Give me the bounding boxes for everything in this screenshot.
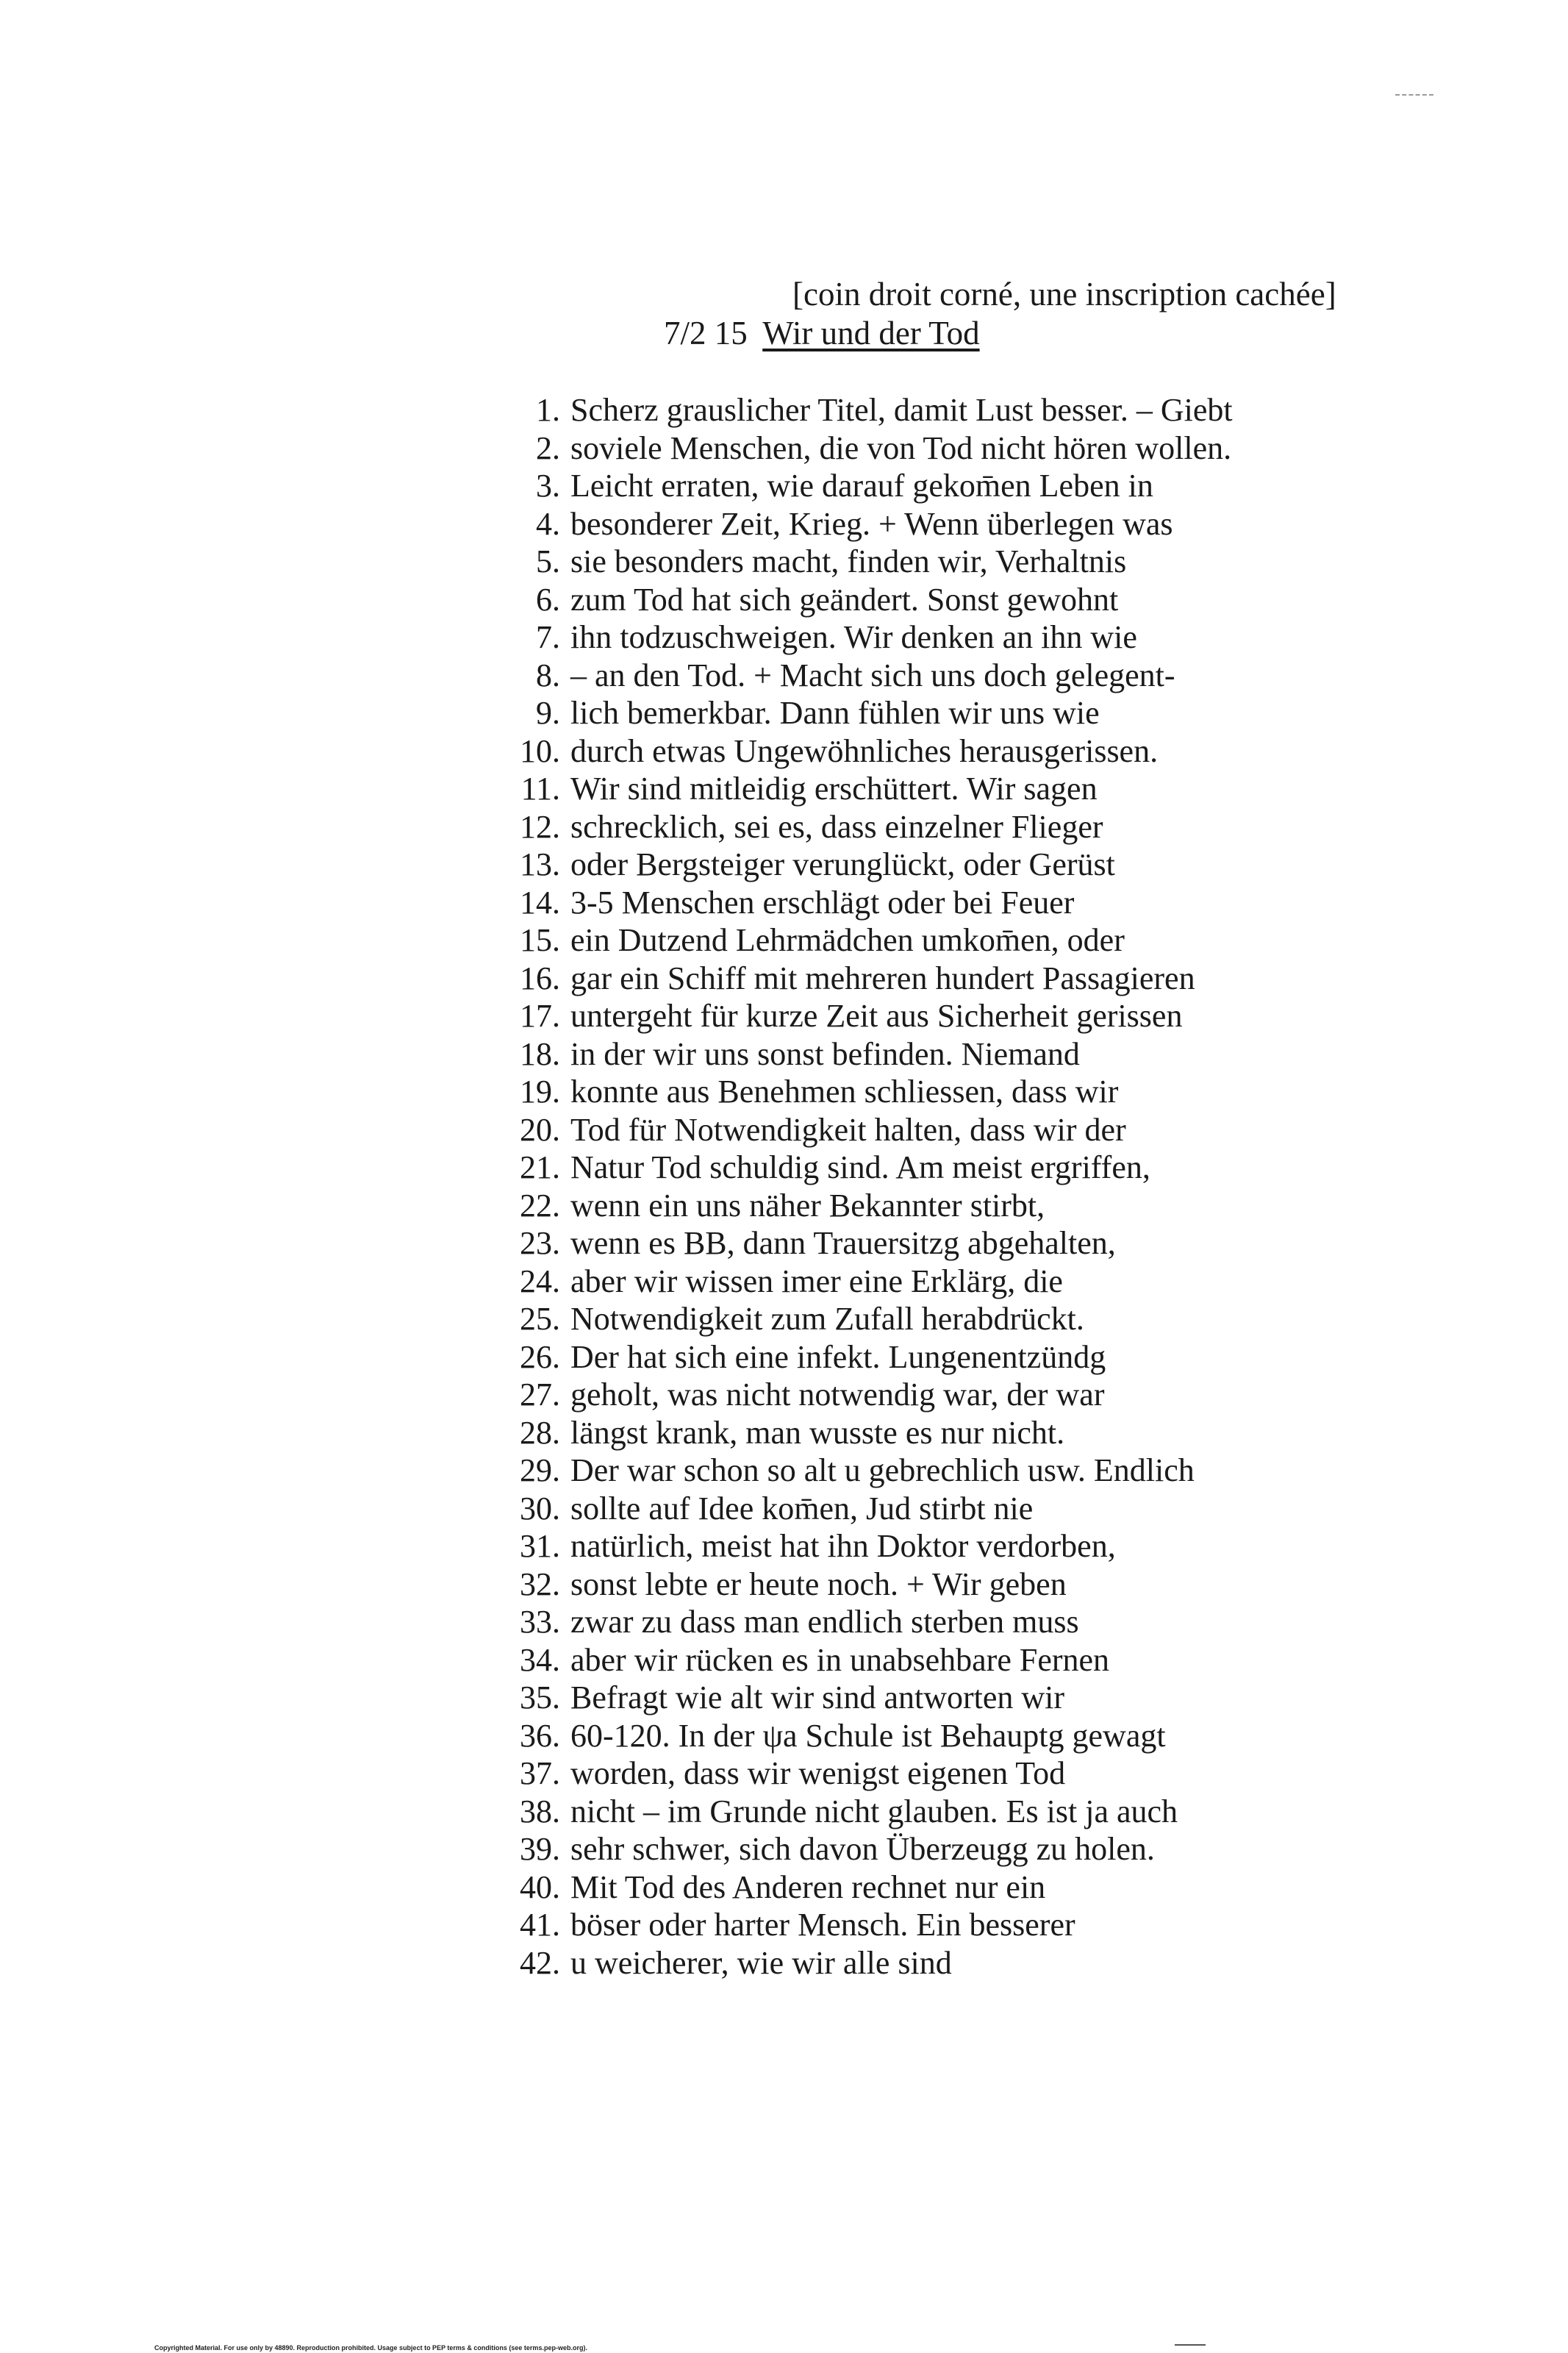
line-text: besonderer Zeit, Krieg. + Wenn überlegen was [570, 505, 1173, 542]
line-text: u weicherer, wie wir alle sind [570, 1944, 952, 1981]
line-number: 10. [520, 732, 560, 769]
copyright-notice: Copyrighted Material. For use only by 48890. Reproduction prohibited. Usage subject to PEP terms & conditions (see terms.pep-web.org). [154, 2344, 587, 2352]
transcript-line [500, 770, 1233, 808]
line-text: wenn ein uns näher Bekannter stirbt, [570, 1187, 1045, 1224]
line-text: Wir sind mitleidig erschüttert. Wir sagen [570, 771, 1098, 807]
line-number: 12. [520, 808, 560, 845]
line-text: soviele Menschen, die von Tod nicht hören wollen. [570, 429, 1232, 466]
transcript-line [500, 1338, 1233, 1377]
line-number: 40. [520, 1868, 560, 1905]
line-number: 35. [520, 1679, 560, 1715]
line-number: 21. [520, 1149, 560, 1185]
line-text: natürlich, meist hat ihn Doktor verdorben, [570, 1528, 1116, 1564]
transcript-line [500, 391, 1233, 429]
transcript-line [500, 1035, 1233, 1074]
transcript-line [500, 467, 1233, 505]
line-number: 6. [536, 581, 560, 618]
line-number: 16. [520, 960, 560, 996]
transcript-line [500, 1717, 1233, 1755]
transcript-line [500, 997, 1233, 1035]
transcript-line [500, 1300, 1233, 1338]
line-number: 15. [520, 922, 560, 958]
transcript-line [500, 960, 1233, 998]
line-number: 38. [520, 1793, 560, 1829]
transcript-line [500, 1754, 1233, 1793]
line-number: 23. [520, 1225, 560, 1261]
line-number: 34. [520, 1641, 560, 1678]
transcript-line [500, 921, 1233, 960]
heading-title: Wir und der Tod [762, 315, 980, 351]
numbered-transcript [500, 391, 1233, 1982]
line-text: gar ein Schiff mit mehreren hundert Passagieren [570, 960, 1195, 996]
line-text: sonst lebte er heute noch. + Wir geben [570, 1565, 1067, 1602]
line-text: wenn es BB, dann Trauersitzg abgehalten, [570, 1225, 1116, 1261]
transcript-line [500, 657, 1233, 695]
line-text: Der war schon so alt u gebrechlich usw. Endlich [570, 1452, 1195, 1488]
line-text: Scherz grauslicher Titel, damit Lust besser. – Giebt [570, 392, 1233, 428]
line-number: 26. [520, 1338, 560, 1375]
line-text: Leicht erraten, wie darauf gekom̄en Leben in [570, 468, 1153, 504]
line-number: 29. [520, 1452, 560, 1488]
transcript-line [500, 1679, 1233, 1717]
transcript-line [500, 1603, 1233, 1641]
line-number: 11. [520, 771, 560, 807]
line-number: 37. [520, 1755, 560, 1791]
heading-date: 7/2 15 [664, 315, 748, 351]
line-number: 1. [536, 392, 560, 428]
line-text: Der hat sich eine infekt. Lungenentzündg [570, 1338, 1106, 1375]
transcript-line [500, 1906, 1233, 1944]
line-text: oder Bergsteiger verunglückt, oder Gerüst [570, 846, 1115, 882]
transcript-line [500, 1641, 1233, 1679]
line-text: in der wir uns sonst befinden. Niemand [570, 1035, 1080, 1072]
transcript-line [500, 1830, 1233, 1868]
line-number: 36. [520, 1717, 560, 1754]
line-text: lich bemerkbar. Dann fühlen wir uns wie [570, 695, 1100, 731]
transcript-line [500, 1414, 1233, 1452]
line-number: 32. [520, 1565, 560, 1602]
transcript-line [500, 1565, 1233, 1604]
line-number: 41. [520, 1907, 560, 1943]
line-text: böser oder harter Mensch. Ein besserer [570, 1907, 1075, 1943]
transcript-line [500, 1793, 1233, 1831]
transcript-line [500, 429, 1233, 468]
line-number: 28. [520, 1414, 560, 1451]
line-text: ein Dutzend Lehrmädchen umkom̄en, oder [570, 922, 1125, 958]
line-number: 33. [520, 1604, 560, 1640]
transcript-line [500, 1073, 1233, 1111]
transcript-line [500, 1944, 1233, 1982]
line-text: – an den Tod. + Macht sich uns doch gelegent- [570, 657, 1175, 693]
line-number: 19. [520, 1074, 560, 1110]
transcript-line [500, 505, 1233, 543]
transcript-line [500, 1263, 1233, 1301]
line-text: sollte auf Idee kom̄en, Jud stirbt nie [570, 1490, 1034, 1527]
transcript-line [500, 1187, 1233, 1225]
transcript-line [500, 808, 1233, 846]
line-number: 25. [520, 1301, 560, 1337]
transcript-line [500, 732, 1233, 771]
line-number: 39. [520, 1831, 560, 1867]
document-heading [664, 312, 980, 354]
line-number: 24. [520, 1263, 560, 1299]
transcript-line [500, 1111, 1233, 1149]
line-text: 3-5 Menschen erschlägt oder bei Feuer [570, 884, 1075, 921]
line-number: 2. [536, 429, 560, 466]
line-number: 5. [536, 543, 560, 579]
transcript-line [500, 618, 1233, 657]
line-text: worden, dass wir wenigst eigenen Tod [570, 1755, 1066, 1791]
line-number: 14. [520, 884, 560, 921]
line-text: Natur Tod schuldig sind. Am meist ergriffen, [570, 1149, 1150, 1185]
transcript-line [500, 846, 1233, 884]
transcript-line [500, 694, 1233, 732]
line-number: 20. [520, 1111, 560, 1148]
line-text: sehr schwer, sich davon Überzeugg zu holen. [570, 1831, 1155, 1867]
line-number: 27. [520, 1377, 560, 1413]
transcript-line [500, 1149, 1233, 1187]
line-text: 60-120. In der ψa Schule ist Behauptg gewagt [570, 1717, 1166, 1754]
transcript-line [500, 1376, 1233, 1414]
line-text: Tod für Notwendigkeit halten, dass wir der [570, 1111, 1126, 1148]
transcript-line [500, 1490, 1233, 1528]
line-text: Notwendigkeit zum Zufall herabdrückt. [570, 1301, 1084, 1337]
line-number: 18. [520, 1035, 560, 1072]
line-number: 4. [536, 505, 560, 542]
line-text: aber wir rücken es in unabsehbare Fernen [570, 1641, 1110, 1678]
line-text: ihn todzuschweigen. Wir denken an ihn wie [570, 619, 1137, 655]
line-number: 8. [536, 657, 560, 693]
line-number: 17. [520, 998, 560, 1034]
transcript-line [500, 581, 1233, 619]
line-number: 30. [520, 1490, 560, 1527]
line-number: 31. [520, 1528, 560, 1564]
transcript-line [500, 1868, 1233, 1907]
line-text: zwar zu dass man endlich sterben muss [570, 1604, 1079, 1640]
line-text: sie besonders macht, finden wir, Verhaltnis [570, 543, 1127, 579]
line-text: Mit Tod des Anderen rechnet nur ein [570, 1868, 1046, 1905]
line-text: konnte aus Benehmen schliessen, dass wir [570, 1074, 1119, 1110]
transcript-line [500, 543, 1233, 581]
line-text: geholt, was nicht notwendig war, der war [570, 1377, 1105, 1413]
line-number: 22. [520, 1187, 560, 1224]
transcript-line [500, 884, 1233, 922]
line-text: schrecklich, sei es, dass einzelner Flieger [570, 808, 1103, 845]
line-text: nicht – im Grunde nicht glauben. Es ist ja auch [570, 1793, 1178, 1829]
footer-dash [1175, 2344, 1206, 2346]
transcript-line [500, 1224, 1233, 1263]
line-number: 13. [520, 846, 560, 882]
line-number: 7. [536, 619, 560, 655]
line-text: durch etwas Ungewöhnliches herausgerissen. [570, 732, 1159, 769]
line-text: zum Tod hat sich geändert. Sonst gewohnt [570, 581, 1119, 618]
line-number: 42. [520, 1944, 560, 1981]
line-text: aber wir wissen imer eine Erklärg, die [570, 1263, 1063, 1299]
line-text: längst krank, man wusste es nur nicht. [570, 1414, 1065, 1451]
editorial-note: [coin droit corné, une inscription cachée] [792, 276, 1336, 313]
line-number: 3. [536, 468, 560, 504]
line-text: Befragt wie alt wir sind antworten wir [570, 1679, 1065, 1715]
line-text: untergeht für kurze Zeit aus Sicherheit gerissen [570, 998, 1183, 1034]
transcript-line [500, 1452, 1233, 1490]
corner-mark [1395, 94, 1433, 96]
transcript-line [500, 1527, 1233, 1565]
line-number: 9. [536, 695, 560, 731]
